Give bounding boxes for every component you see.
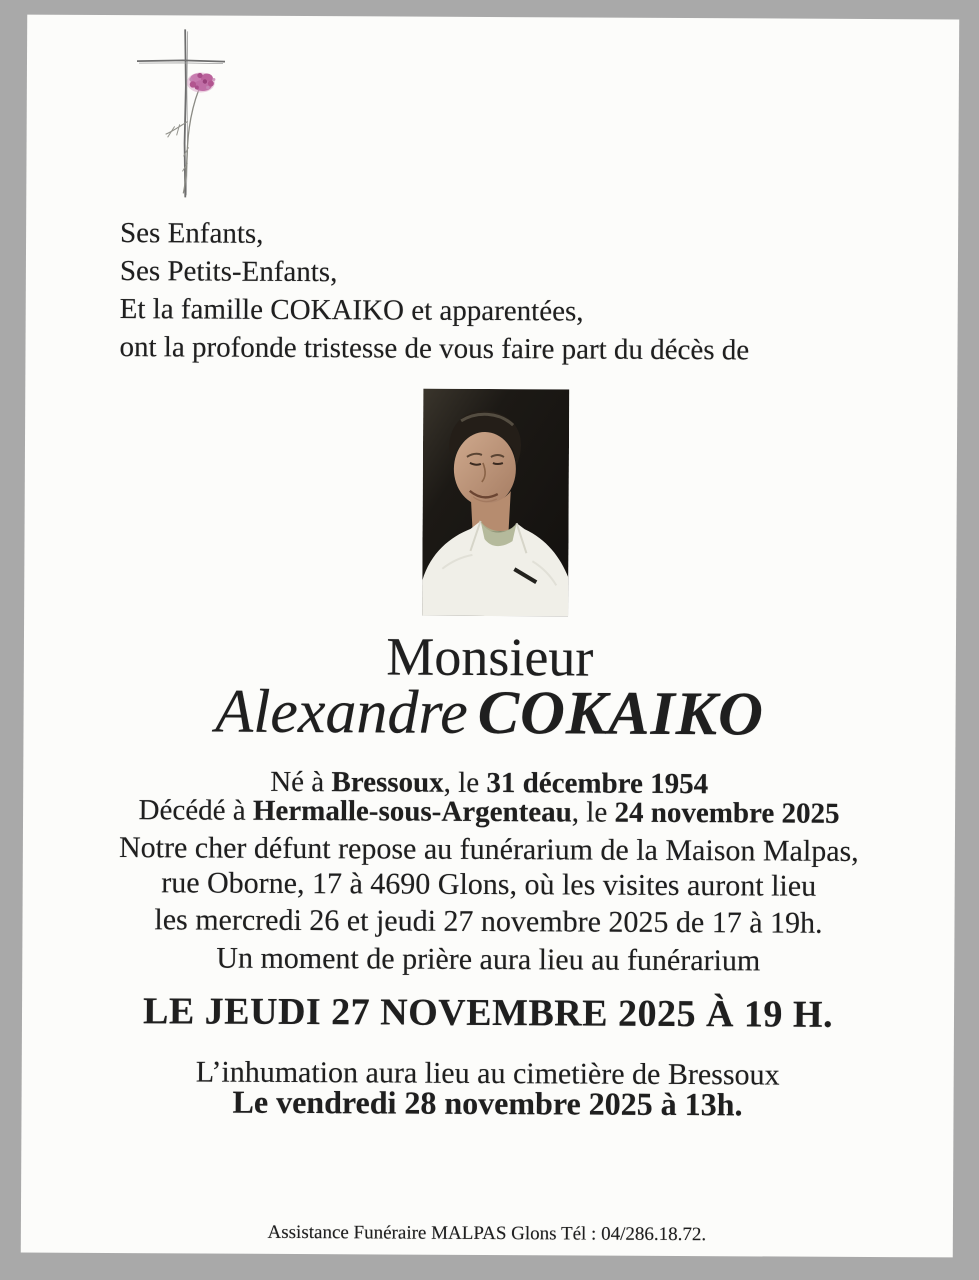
death-mid: , le (571, 796, 615, 829)
prayer-line: Un moment de prière aura lieu au funérarium (216, 941, 761, 978)
death-prefix: Décédé à (138, 794, 253, 827)
birth-mid: , le (443, 766, 487, 799)
family-intro-line: Et la famille COKAIKO et apparentées, (119, 293, 584, 328)
burial-line: L’inhumation aura lieu au cimetière de Bressoux (195, 1055, 780, 1092)
deceased-last-name: COKAIKO (477, 678, 765, 749)
portrait-photo (422, 389, 569, 617)
portrait-photo-image (422, 389, 569, 617)
funeral-home-footer: Assistance Funéraire MALPAS Glons Tél : 04/286.18.72. (267, 1221, 707, 1246)
repose-line-3: les mercredi 26 et jeudi 27 novembre 2025 de 17 à 19h. (154, 903, 823, 940)
death-line (23, 795, 955, 832)
deceased-first-name: Alexandre (215, 677, 468, 747)
deceased-name (23, 677, 955, 750)
death-place: Hermalle-sous-Argenteau (252, 794, 572, 829)
repose-line-2: rue Oborne, 17 à 4690 Glons, où les visites auront lieu (161, 866, 817, 903)
funeral-announcement-card (21, 15, 959, 1258)
birth-date: 31 décembre 1954 (486, 766, 709, 801)
family-intro-line: Ses Petits-Enfants, (119, 255, 338, 289)
burial-date-line: Le vendredi 28 novembre 2025 à 13h. (232, 1083, 743, 1123)
cross-with-rose-icon (130, 25, 251, 206)
cross-rose-svg (130, 25, 251, 206)
family-intro-line: Ses Enfants, (120, 217, 264, 250)
family-intro-line: ont la profonde tristesse de vous faire part du décès de (119, 331, 750, 367)
death-date: 24 novembre 2025 (614, 796, 840, 830)
deceased-title: Monsieur (386, 626, 594, 688)
birth-prefix: Né à (270, 765, 332, 799)
family-intro-block (119, 214, 750, 369)
birth-place: Bressoux (331, 766, 444, 799)
repose-line-1: Notre cher défunt repose au funérarium de la Maison Malpas, (118, 831, 859, 868)
prayer-date-line: LE JEUDI 27 NOVEMBRE 2025 À 19 H. (142, 990, 834, 1036)
